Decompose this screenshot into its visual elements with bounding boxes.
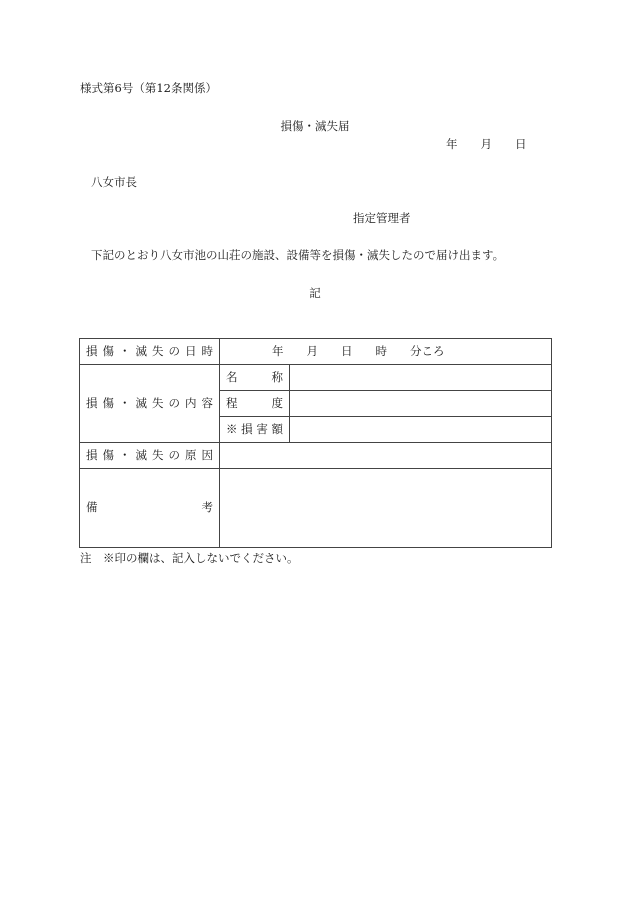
damage-amount-field[interactable]: [290, 417, 552, 443]
document-title: 損傷・滅失届: [280, 119, 350, 133]
remarks-label-left: 備: [86, 500, 98, 515]
table-row: [80, 443, 552, 469]
table-row: [80, 339, 552, 365]
footnote: 注 ※印の欄は、記入しないでください。: [80, 551, 299, 565]
cause-label: 損傷・滅失の原因: [80, 443, 220, 469]
table-row: [80, 365, 552, 391]
extent-label: 程度: [220, 391, 290, 417]
content-label: 損傷・滅失の内容: [80, 365, 220, 443]
form-number: 様式第6号（第12条関係）: [80, 81, 217, 95]
when-label: 損傷・滅失の日時: [80, 339, 220, 365]
remarks-label-right: 考: [201, 500, 213, 515]
cause-field[interactable]: [220, 443, 552, 469]
extent-field[interactable]: [290, 391, 552, 417]
remarks-field[interactable]: [220, 469, 552, 548]
ki-heading: 記: [309, 286, 321, 300]
statement-text: 下記のとおり八女市池の山荘の施設、設備等を損傷・滅失したので届け出ます。: [91, 248, 505, 262]
addressee: 八女市長: [91, 175, 137, 189]
name-label: 名称: [220, 365, 290, 391]
when-value-field[interactable]: 年 月 日 時 分ころ: [220, 339, 552, 365]
damage-report-table: [79, 338, 552, 548]
remarks-label: [80, 469, 220, 548]
table-row: [80, 469, 552, 548]
sender-designated-manager: 指定管理者: [353, 211, 411, 225]
damage-amount-label: ※損害額: [220, 417, 290, 443]
date-line: 年 月 日: [446, 137, 527, 151]
name-field[interactable]: [290, 365, 552, 391]
